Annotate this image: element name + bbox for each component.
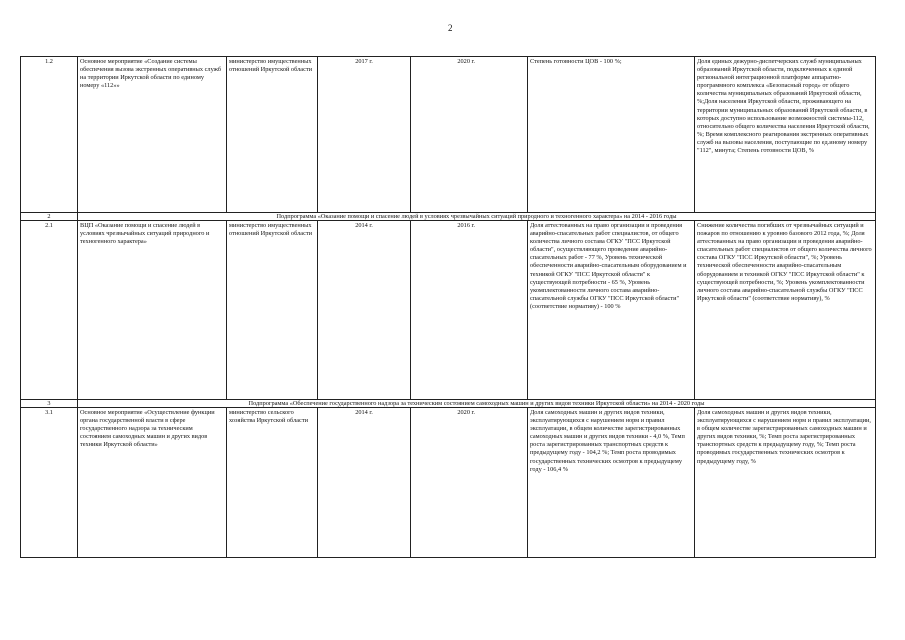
- page-number: 2: [448, 23, 453, 33]
- start-year: 2014 г.: [318, 408, 411, 558]
- table-row: [21, 221, 876, 400]
- expected-results: Доля аттестованных на право организации и проведения аварийно-спасательных работ специалистов, от общего количества личного состава ОГКУ "ПСС Иркутской области", осуществляющего проведение аварийно-спасательных работ - 77 %, Уровень технической обеспеченности аварийно-спасательным оборудованием и техникой ОГКУ "ПСС Иркутской области" к существующей потребности - 65 %, Уровень укомплектованности личного состава аварийно-спасательной службы ОГКУ "ПСС Иркутской области" (соответствие нормативу) - 100 %: [528, 221, 695, 400]
- row-number: 2.1: [21, 221, 78, 400]
- target-indicators: Доля единых дежурно-диспетчерских служб муниципальных образований Иркутской области, подключенных к единой региональной интеграционной платформе аппаратно-программного комплекса «Безопасный город» от общего количества муниципальных образований Иркутской области, %;Доля населения Иркутской области, проживающего на территории муниципальных образований Иркутской области, в которых доступно использование возможностей системы-112, относительно общего количества населения Иркутской области, %; Время комплексного реагирования экстренных оперативных служб на вызовы населения, поступающие по ед.иному номеру "112", минута; Степень готовности ЦОВ, %: [695, 57, 876, 213]
- row-number: 1.2: [21, 57, 78, 213]
- expected-results: Степень готовности ЦОВ - 100 %;: [528, 57, 695, 213]
- executor: министерство имущественных отношений Иркутской области: [227, 221, 318, 400]
- subprogram-title: Подпрограмма «Оказание помощи и спасение людей в условиях чрезвычайных ситуаций природного и техногенного характера» на 2014 - 2016 годы: [78, 213, 876, 221]
- target-indicators: Доля самоходных машин и других видов техники, эксплуатирующихся с нарушением норм и правил эксплуатации, в общем количестве зарегистрированных самоходных машин и других видов техники, %; Темп роста зарегистрированных транспортных средств к предыдущему году, %; Темп роста проводимых государственных технических осмотров к предыдущему году, %: [695, 408, 876, 558]
- program-measures-table: [20, 56, 876, 558]
- subprogram-row: [21, 213, 876, 221]
- measure-name: ВЦП «Оказание помощи и спасение людей в условиях чрезвычайных ситуаций природного и техногенного характера»: [78, 221, 227, 400]
- table-row: [21, 57, 876, 213]
- measure-name: Основное мероприятие «Осуществление функции органа государственной власти в сфере государственного надзора за техническим состоянием самоходных машин и других видов техники Иркутской области»: [78, 408, 227, 558]
- table-row: [21, 408, 876, 558]
- subprogram-title: Подпрограмма «Обеспечение государственного надзора за техническим состоянием самоходных машин и других видов техники Иркутской области» на 2014 - 2020 годы: [78, 400, 876, 408]
- subprogram-number: 2: [21, 213, 78, 221]
- subprogram-number: 3: [21, 400, 78, 408]
- start-year: 2014 г.: [318, 221, 411, 400]
- end-year: 2016 г.: [411, 221, 528, 400]
- row-number: 3.1: [21, 408, 78, 558]
- target-indicators: Снижение количества погибших от чрезвычайных ситуаций и пожаров по отношению к уровню базового 2012 года, %; Доля аттестованных на право организации и проведения аварийно-спасательных работ специалистов от общего количества личного состава ОГКУ "ПСС Иркутской области", %; Уровень технической обеспеченности аварийно-спасательным оборудованием и техникой ОГКУ "ПСС Иркутской области" к существующей потребности, %; Уровень укомплектованности личного состава аварийно-спасательной службы ОГКУ "ПСС Иркутской области" (соответствие нормативу), %: [695, 221, 876, 400]
- executor: министерство имущественных отношений Иркутской области: [227, 57, 318, 213]
- subprogram-row: [21, 400, 876, 408]
- expected-results: Доля самоходных машин и других видов техники, эксплуатирующихся с нарушением норм и правил эксплуатации, в общем количестве зарегистрированных самоходных машин и других видов техники - 4,0 %, Темп роста зарегистрированных транспортных средств к предыдущему году - 104,2 %; Темп роста проводимых государственных технических осмотров к предыдущему году - 106,4 %: [528, 408, 695, 558]
- executor: министерство сельского хозяйства Иркутской области: [227, 408, 318, 558]
- end-year: 2020 г.: [411, 57, 528, 213]
- end-year: 2020 г.: [411, 408, 528, 558]
- measure-name: Основное мероприятие «Создание системы обеспечения вызова экстренных оперативных служб на территории Иркутской области по единому номеру «112»»: [78, 57, 227, 213]
- start-year: 2017 г.: [318, 57, 411, 213]
